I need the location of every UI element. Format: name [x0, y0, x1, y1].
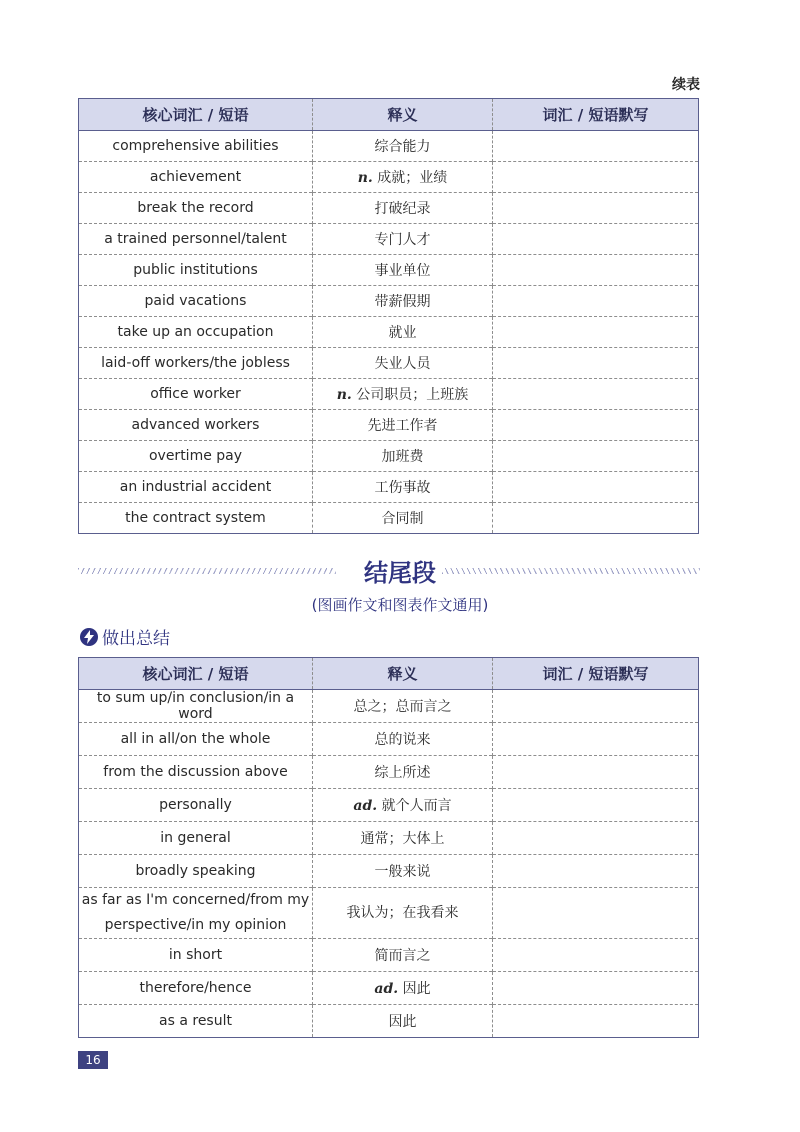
meaning-cell: [313, 756, 493, 789]
meaning-text: 通常；大体上: [360, 831, 445, 847]
phrase-text: in short: [168, 947, 223, 963]
phrase-text: a trained personnel/talent: [104, 231, 287, 247]
meaning-text: 先进工作者: [367, 418, 438, 434]
phrase-cell: [79, 410, 313, 441]
meaning-text: 总的说来: [374, 732, 431, 748]
table-header-row: [79, 658, 699, 690]
phrase-text: to sum up/in conclusion/in a word: [96, 690, 295, 722]
lightning-bolt-icon: [80, 628, 98, 646]
table-row: [79, 379, 699, 410]
phrase-text: paid vacations: [144, 293, 247, 309]
phrase-text: as a result: [159, 1013, 232, 1029]
dictation-cell[interactable]: [493, 1005, 699, 1038]
phrase-text: therefore/hence: [139, 980, 252, 996]
meaning-text: 简而言之: [374, 948, 431, 964]
phrase-cell: [79, 503, 313, 534]
phrase-text: achievement: [149, 169, 242, 185]
meaning-text: 就业: [388, 325, 417, 341]
phrase-cell: [79, 1005, 313, 1038]
section-divider-right: [442, 568, 700, 574]
table-row: [79, 224, 699, 255]
meaning-cell: [313, 441, 493, 472]
meaning-cell: [313, 822, 493, 855]
meaning-cell: [313, 939, 493, 972]
table-row: [79, 131, 699, 162]
phrase-cell: [79, 822, 313, 855]
meaning-text: 事业单位: [374, 263, 431, 279]
phrase-cell: [79, 972, 313, 1005]
table-row: [79, 939, 699, 972]
header-dictation: 词汇 / 短语默写: [493, 658, 699, 690]
meaning-text: 因此: [402, 981, 431, 997]
meaning-cell: [313, 224, 493, 255]
meaning-text: 成就；业绩: [377, 170, 448, 186]
dictation-cell[interactable]: [493, 756, 699, 789]
table-row: [79, 503, 699, 534]
dictation-cell[interactable]: [493, 939, 699, 972]
table-row: [79, 255, 699, 286]
phrase-text: overtime pay: [148, 448, 243, 464]
phrase-cell: [79, 379, 313, 410]
meaning-text: 一般来说: [374, 864, 431, 880]
dictation-cell[interactable]: [493, 690, 699, 723]
table-row: [79, 855, 699, 888]
meaning-cell: [313, 162, 493, 193]
dictation-cell[interactable]: [493, 224, 699, 255]
meaning-cell: [313, 888, 493, 939]
dictation-cell[interactable]: [493, 888, 699, 939]
table-row: [79, 1005, 699, 1038]
meaning-text: 带薪假期: [374, 294, 431, 310]
phrase-cell: [79, 756, 313, 789]
phrase-text: comprehensive abilities: [112, 138, 279, 154]
meaning-cell: [313, 348, 493, 379]
header-meaning: 释义: [313, 99, 493, 131]
phrase-text: advanced workers: [131, 417, 260, 433]
phrase-text: all in all/on the whole: [120, 731, 271, 747]
dictation-cell[interactable]: [493, 503, 699, 534]
phrase-cell: [79, 286, 313, 317]
phrase-cell: [79, 723, 313, 756]
dictation-cell[interactable]: [493, 472, 699, 503]
phrase-cell: [79, 162, 313, 193]
meaning-text: 专门人才: [374, 232, 431, 248]
table-row: [79, 822, 699, 855]
meaning-cell: [313, 690, 493, 723]
meaning-text: 打破纪录: [374, 201, 431, 217]
table-row: [79, 756, 699, 789]
meaning-cell: [313, 855, 493, 888]
meaning-text: 工伤事故: [374, 480, 431, 496]
part-of-speech: n.: [357, 170, 373, 186]
phrase-text: personally: [159, 797, 232, 813]
meaning-cell: [313, 1005, 493, 1038]
phrase-text: laid-off workers/the jobless: [101, 355, 290, 371]
table-row: [79, 193, 699, 224]
table-row: [79, 286, 699, 317]
meaning-text: 总之；总而言之: [353, 699, 452, 715]
section-title: 结尾段: [364, 559, 436, 587]
phrase-text: break the record: [137, 200, 254, 216]
dictation-cell[interactable]: [493, 162, 699, 193]
table-row: [79, 348, 699, 379]
phrase-cell: [79, 193, 313, 224]
phrase-cell: [79, 441, 313, 472]
phrase-text: in general: [160, 830, 231, 846]
phrase-text: the contract system: [125, 510, 266, 526]
phrase-text: public institutions: [133, 262, 258, 278]
dictation-cell[interactable]: [493, 286, 699, 317]
dictation-cell[interactable]: [493, 723, 699, 756]
table-row: [79, 317, 699, 348]
dictation-cell[interactable]: [493, 822, 699, 855]
meaning-cell: [313, 379, 493, 410]
meaning-cell: [313, 131, 493, 162]
table-row: [79, 162, 699, 193]
phrase-cell: [79, 131, 313, 162]
dictation-cell[interactable]: [493, 855, 699, 888]
dictation-cell[interactable]: [493, 193, 699, 224]
meaning-cell: [313, 193, 493, 224]
dictation-cell[interactable]: [493, 410, 699, 441]
table-row: [79, 441, 699, 472]
table-row: [79, 723, 699, 756]
header-phrase: 核心词汇 / 短语: [79, 658, 313, 690]
meaning-text: 就个人而言: [381, 798, 452, 814]
meaning-cell: [313, 472, 493, 503]
meaning-text: 公司职员；上班族: [356, 387, 469, 403]
phrase-text: as far as I'm concerned/from my: [81, 892, 310, 908]
phrase-text: from the discussion above: [103, 764, 288, 780]
meaning-cell: [313, 789, 493, 822]
dictation-cell[interactable]: [493, 317, 699, 348]
table-row: [79, 690, 699, 723]
meaning-text: 加班费: [381, 449, 424, 465]
header-meaning: 释义: [313, 658, 493, 690]
meaning-text: 我认为；在我看来: [346, 904, 459, 921]
phrase-text: office worker: [150, 386, 241, 402]
dictation-cell[interactable]: [493, 348, 699, 379]
meaning-cell: [313, 317, 493, 348]
dictation-cell[interactable]: [493, 972, 699, 1005]
vocab-table-2: [78, 657, 699, 1038]
header-phrase: 核心词汇 / 短语: [79, 99, 313, 131]
table-row: [79, 888, 699, 939]
meaning-text: 因此: [388, 1014, 417, 1030]
meaning-text: 综合能力: [374, 139, 431, 155]
meaning-text: 合同制: [381, 511, 424, 527]
phrase-cell: [79, 255, 313, 286]
summary-heading-text: 做出总结: [102, 629, 170, 649]
table-row: [79, 472, 699, 503]
meaning-cell: [313, 503, 493, 534]
phrase-cell: [79, 690, 313, 723]
meaning-cell: [313, 286, 493, 317]
table-row: [79, 410, 699, 441]
phrase-text: take up an occupation: [117, 324, 274, 340]
phrase-text-line2: perspective/in my opinion: [104, 917, 287, 933]
phrase-cell: [79, 939, 313, 972]
table-header-row: [79, 99, 699, 131]
phrase-cell: [79, 317, 313, 348]
table-row: [79, 789, 699, 822]
phrase-cell: [79, 855, 313, 888]
part-of-speech: ad.: [374, 981, 399, 997]
meaning-text: 失业人员: [374, 356, 431, 372]
page-number: 16: [78, 1051, 108, 1069]
phrase-cell: [79, 789, 313, 822]
summary-heading: [80, 624, 170, 649]
continued-label: 续表: [672, 77, 700, 93]
section-subtitle: (图画作文和图表作文通用): [311, 596, 489, 614]
phrase-cell: [79, 888, 313, 939]
meaning-cell: [313, 972, 493, 1005]
phrase-cell: [79, 224, 313, 255]
table-row: [79, 972, 699, 1005]
meaning-cell: [313, 255, 493, 286]
part-of-speech: n.: [336, 387, 352, 403]
part-of-speech: ad.: [353, 798, 378, 814]
phrase-text: broadly speaking: [135, 863, 256, 879]
meaning-cell: [313, 410, 493, 441]
dictation-cell[interactable]: [493, 255, 699, 286]
phrase-text: an industrial accident: [119, 479, 272, 495]
dictation-cell[interactable]: [493, 441, 699, 472]
meaning-text: 综上所述: [374, 765, 431, 781]
phrase-cell: [79, 472, 313, 503]
dictation-cell[interactable]: [493, 789, 699, 822]
meaning-cell: [313, 723, 493, 756]
phrase-cell: [79, 348, 313, 379]
vocab-table-1: [78, 98, 699, 534]
dictation-cell[interactable]: [493, 379, 699, 410]
header-dictation: 词汇 / 短语默写: [493, 99, 699, 131]
dictation-cell[interactable]: [493, 131, 699, 162]
